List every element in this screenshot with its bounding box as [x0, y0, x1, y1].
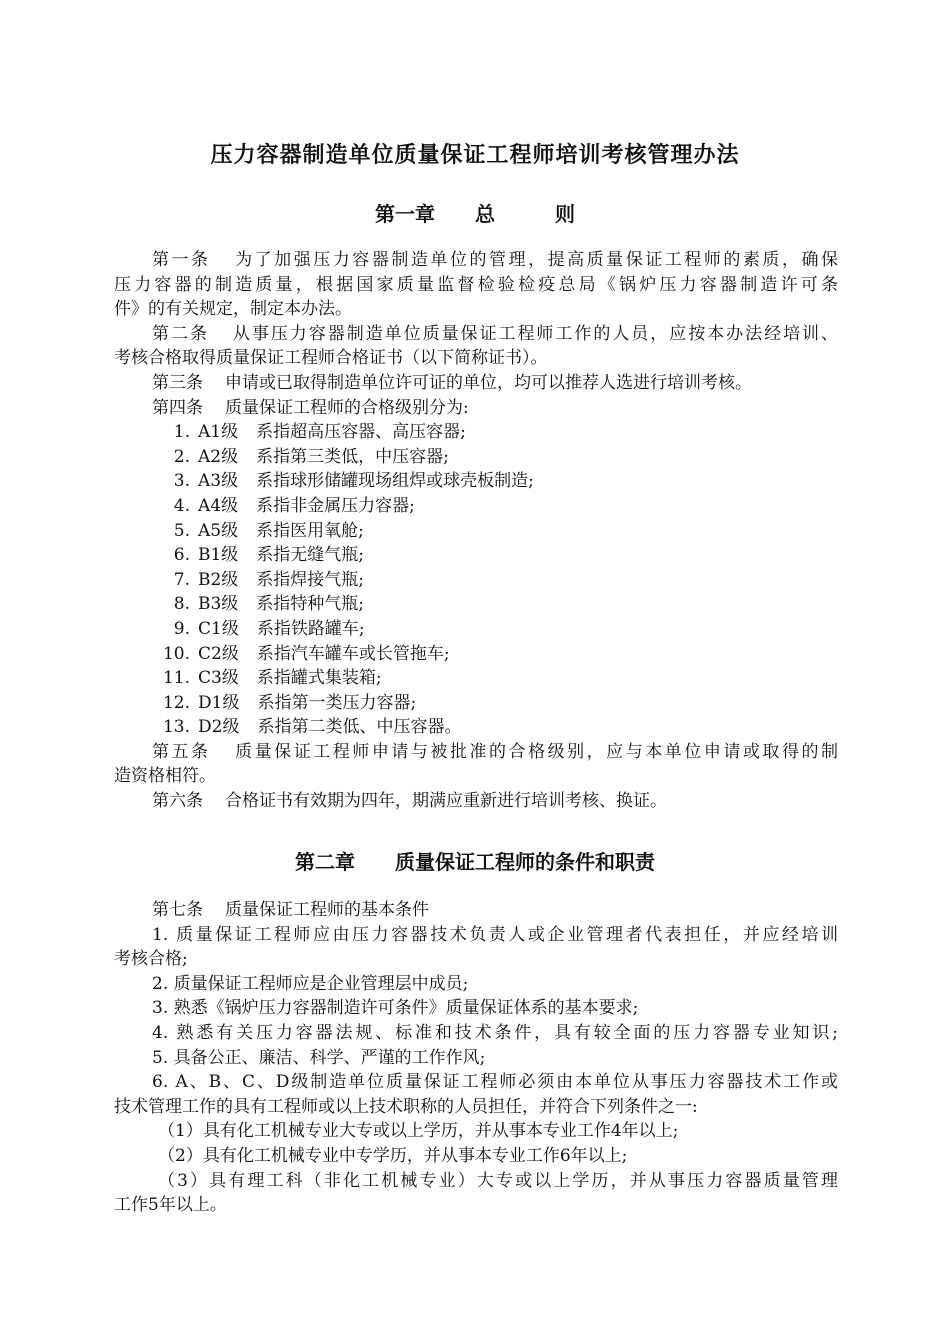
- article-5-label: 第五条: [152, 741, 211, 762]
- article-4-text: 质量保证工程师的合格级别分为:: [225, 397, 469, 418]
- level-item: [114, 642, 838, 667]
- level-item: [114, 691, 838, 716]
- document-title: 压力容器制造单位质量保证工程师培训考核管理办法: [210, 143, 740, 168]
- chapter-1-heading: 第一章 总 则: [375, 202, 575, 226]
- level-code: B1级: [198, 545, 239, 566]
- level-number: 4.: [173, 495, 190, 516]
- level-description: 系指超高压容器、高压容器;: [256, 422, 466, 443]
- article-3-text: 申请或已取得制造单位许可证的单位，均可以推荐人选进行培训考核。: [225, 372, 752, 393]
- condition-1-line-1: 1. 质量保证工程师应由压力容器技术负责人或企业管理者代表担任，并应经培训: [152, 924, 838, 945]
- level-number: 2.: [173, 446, 190, 467]
- sub-condition-3-line-1: （3）具有理工科（非化工机械专业）大专或以上学历，并从事压力容器质量管理: [158, 1170, 838, 1191]
- article-1-line-2: 压力容器的制造质量，根据国家质量监督检验检疫总局《锅炉压力容器制造许可条: [114, 274, 838, 295]
- level-code: A3级: [198, 471, 239, 492]
- level-code: C2级: [198, 643, 239, 664]
- level-code: C3级: [198, 668, 239, 689]
- chapter-1-body: [114, 248, 838, 814]
- level-number: 10.: [162, 643, 190, 664]
- level-description: 系指第一类压力容器;: [257, 692, 417, 713]
- level-description: 系指球形储罐现场组焊或球壳板制造;: [256, 471, 534, 492]
- level-item: [114, 715, 838, 740]
- level-description: 系指非金属压力容器;: [256, 495, 415, 516]
- level-item: [114, 494, 838, 519]
- level-number: 9.: [173, 618, 190, 639]
- article-5-line-2: 造资格相符。: [114, 766, 216, 787]
- article-7-text: 质量保证工程师的基本条件: [225, 900, 429, 920]
- level-item: [114, 617, 838, 642]
- level-item: [114, 666, 838, 691]
- level-item: [114, 420, 838, 445]
- condition-6-line-1: 6. A、B、C、D级制造单位质量保证工程师必须由本单位从事压力容器技术工作或: [152, 1072, 838, 1093]
- article-3-label: 第三条: [152, 372, 203, 393]
- level-number: 3.: [173, 471, 190, 492]
- condition-5: 5. 具备公正、廉洁、科学、严谨的工作作风;: [152, 1047, 486, 1068]
- condition-3: 3. 熟悉《锅炉压力容器制造许可条件》质量保证体系的基本要求;: [152, 998, 639, 1019]
- level-description: 系指无缝气瓶;: [256, 545, 365, 566]
- condition-6-line-2: 技术管理工作的具有工程师或以上技术职称的人员担任，并符合下列条件之一:: [114, 1096, 698, 1117]
- condition-1-line-2: 考核合格;: [114, 949, 188, 970]
- condition-2: 2. 质量保证工程师应是企业管理层中成员;: [152, 973, 469, 994]
- level-code: D1级: [198, 692, 240, 713]
- level-item: [114, 592, 838, 617]
- article-6-label: 第六条: [152, 791, 203, 812]
- level-item: [114, 469, 838, 494]
- level-item: [114, 445, 838, 470]
- level-description: 系指焊接气瓶;: [256, 569, 365, 590]
- sub-condition-1: （1）具有化工机械专业大专或以上学历，并从事本专业工作4年以上;: [158, 1121, 679, 1142]
- chapter-2-heading: 第二章 质量保证工程师的条件和职责: [295, 850, 655, 874]
- article-4-line-1: [114, 396, 838, 421]
- level-number: 13.: [162, 717, 190, 738]
- level-description: 系指铁路罐车;: [256, 618, 365, 639]
- level-list: [114, 420, 838, 740]
- sub-condition-3-line-2: 工作5年以上。: [114, 1195, 227, 1216]
- level-number: 8.: [173, 594, 190, 615]
- sub-condition-2: （2）具有化工机械专业中专学历，并从事本专业工作6年以上;: [158, 1145, 628, 1166]
- article-5-line-1: [114, 740, 838, 765]
- article-2-label: 第二条: [152, 323, 209, 344]
- level-code: A5级: [198, 520, 239, 541]
- level-description: 系指第二类低、中压容器。: [257, 717, 462, 738]
- article-6-line-1: [114, 789, 838, 814]
- level-description: 系指医用氧舱;: [256, 520, 364, 541]
- article-1-label: 第一条: [152, 250, 211, 270]
- article-2-line-1: [114, 322, 838, 347]
- level-item: [114, 543, 838, 568]
- level-code: A4级: [198, 495, 239, 516]
- level-description: 系指特种气瓶;: [256, 594, 365, 615]
- level-code: D2级: [198, 717, 240, 738]
- level-code: A1级: [198, 422, 239, 443]
- article-4-label: 第四条: [152, 397, 203, 418]
- level-code: A2级: [198, 446, 239, 467]
- level-number: 6.: [173, 545, 190, 566]
- level-item: [114, 519, 838, 544]
- article-1-line-1: [114, 248, 838, 273]
- level-code: B2级: [198, 569, 239, 590]
- article-1-text: 为了加强压力容器制造单位的管理，提高质量保证工程师的素质，确保: [232, 250, 839, 270]
- level-code: B3级: [198, 594, 239, 615]
- level-description: 系指汽车罐车或长管拖车;: [256, 643, 450, 664]
- article-7-line-1: [114, 898, 838, 923]
- level-description: 系指罐式集装箱;: [256, 668, 382, 689]
- article-6-text: 合格证书有效期为四年，期满应重新进行培训考核、换证。: [225, 791, 667, 812]
- level-number: 7.: [173, 569, 190, 590]
- level-description: 系指第三类低，中压容器;: [256, 446, 449, 467]
- level-number: 5.: [173, 520, 190, 541]
- condition-4: 4. 熟悉有关压力容器法规、标准和技术条件，具有较全面的压力容器专业知识;: [152, 1022, 838, 1043]
- article-7-label: 第七条: [152, 900, 203, 920]
- level-item: [114, 568, 838, 593]
- article-5-text: 质量保证工程师申请与被批准的合格级别，应与本单位申请或取得的制: [232, 741, 839, 762]
- level-number: 1.: [173, 422, 190, 443]
- level-number: 11.: [162, 668, 190, 689]
- level-number: 12.: [162, 692, 190, 713]
- level-code: C1级: [198, 618, 239, 639]
- article-2-text: 从事压力容器制造单位质量保证工程师工作的人员，应按本办法经培训、: [230, 323, 839, 344]
- chapter-2-body: [114, 898, 838, 1218]
- article-2-line-2: 考核合格取得质量保证工程师合格证书（以下简称证书）。: [114, 348, 548, 369]
- article-3-line-1: [114, 371, 838, 396]
- article-1-line-3: 件》的有关规定，制定本办法。: [114, 299, 352, 320]
